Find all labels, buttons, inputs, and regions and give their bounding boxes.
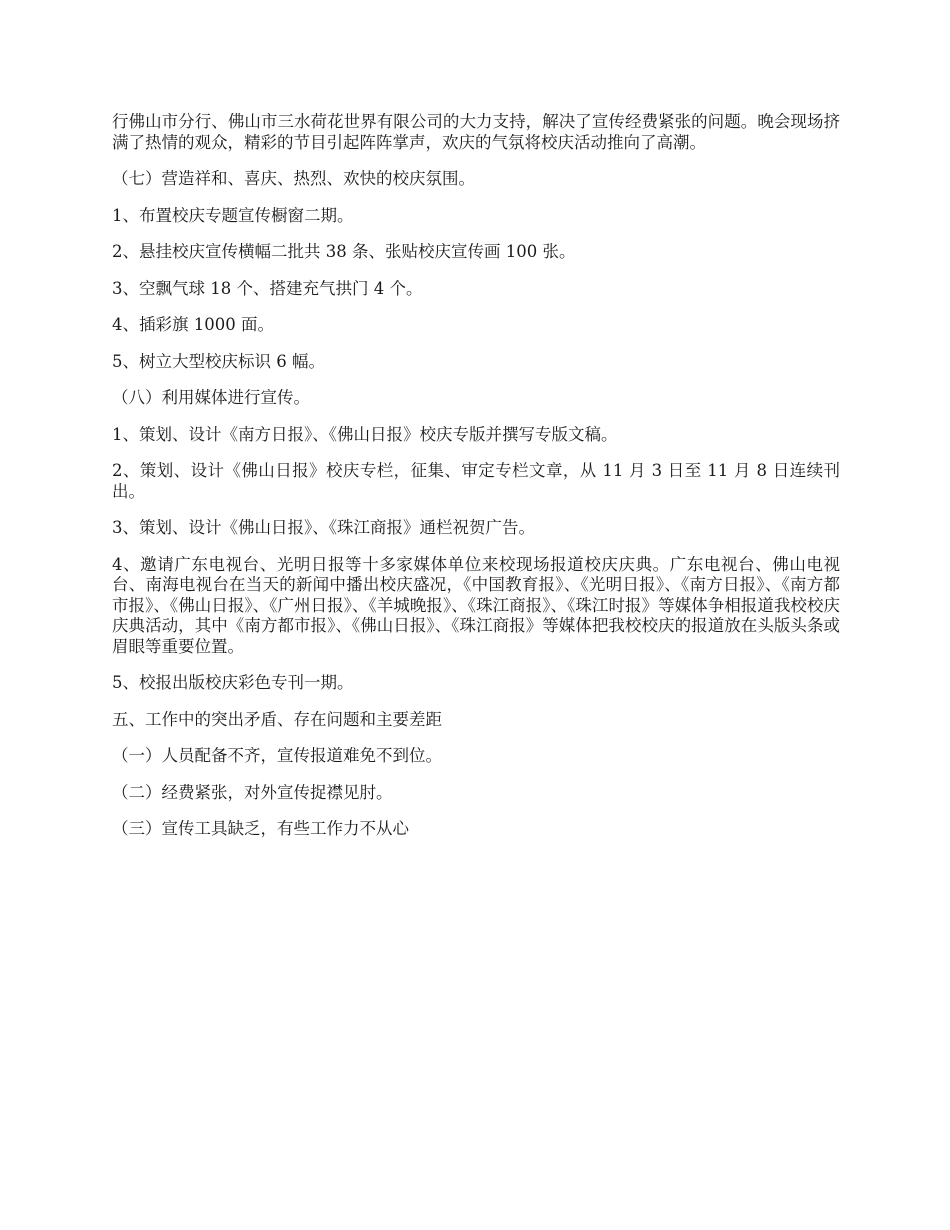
list-item-congratulation-ads: 3、策划、设计《佛山日报》、《珠江商报》通栏祝贺广告。 — [112, 518, 535, 537]
heading-media-publicity: （八）利用媒体进行宣传。 — [112, 388, 310, 407]
list-item-display-window: 1、布置校庆专题宣传橱窗二期。 — [112, 205, 354, 225]
list-item-special-edition: 1、策划、设计《南方日报》、《佛山日报》校庆专版并撰写专版文稿。 — [112, 424, 618, 444]
paragraph-sponsorship: 行佛山市分行、佛山市三水荷花世界有限公司的大力支持，解决了宣传经费紧张的问题。晚会现场挤满了热情的观众，精彩的节目引起阵阵掌声，欢庆的气氛将校庆活动推向了高潮。 — [112, 112, 840, 152]
list-item-special-column: 2、策划、设计《佛山日报》校庆专栏，征集、审定专栏文章，从 11 月 3 日至 11 月 8 日连续刊出。 — [112, 461, 840, 501]
list-item-funding: （二）经费紧张，对外宣传捉襟见肘。 — [112, 782, 393, 802]
list-item-logo-signs: 5、树立大型校庆标识 6 幅。 — [112, 351, 325, 371]
document-page — [112, 112, 840, 856]
list-item-school-newspaper: 5、校报出版校庆彩色专刊一期。 — [112, 673, 354, 692]
heading-celebration-atmosphere: （七）营造祥和、喜庆、热烈、欢快的校庆氛围。 — [112, 169, 475, 188]
list-item-banners-posters: 2、悬挂校庆宣传横幅二批共 38 条、张贴校庆宣传画 100 张。 — [112, 242, 576, 261]
list-item-staffing: （一）人员配备不齐，宣传报道难免不到位。 — [112, 746, 442, 765]
heading-problems-and-gaps: 五、工作中的突出矛盾、存在问题和主要差距 — [112, 709, 442, 729]
list-item-media-coverage: 4、邀请广东电视台、光明日报等十多家媒体单位来校现场报道校庆庆典。广东电视台、佛山电视台、南海电视台在当天的新闻中播出校庆盛况，《中国教育报》、《光明日报》、《南方日报》、《南方都市报》、《佛山日报》、《广州日报》、《羊城晚报》、《珠江商报》、《珠江时报》等媒体争相报道我校校庆庆典活动，其中《南方都市报》、《佛山日报》、《珠江商报》等媒体把我校校庆的报道放在头版头条或眉眼等重要位置。 — [112, 554, 840, 656]
list-item-balloons-arches: 3、空飘气球 18 个、搭建充气拱门 4 个。 — [112, 278, 423, 298]
list-item-tools: （三）宣传工具缺乏，有些工作力不从心 — [112, 819, 409, 838]
list-item-flags: 4、插彩旗 1000 面。 — [112, 315, 274, 334]
